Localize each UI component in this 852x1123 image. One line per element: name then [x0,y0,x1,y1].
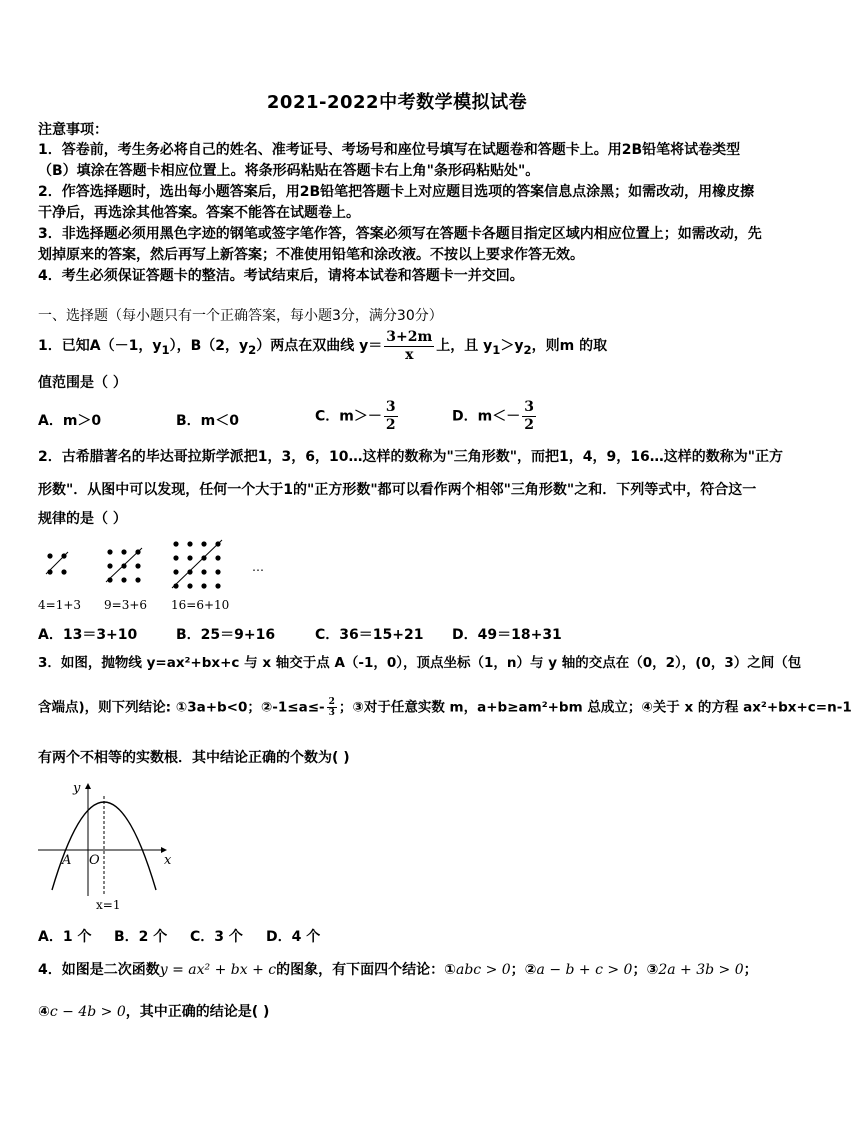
q1-line2: 值范围是（ ） [38,375,127,391]
q3-line2-text: 含端点)，则下列结论: ①3a+b<0；②-1≤a≤- [38,699,325,716]
q2-option-d[interactable]: D．49＝18+31 [452,627,562,643]
q2-option-c[interactable]: C．36＝15+21 [315,627,424,643]
q1-text: ）两点在双曲线 y＝ [256,338,383,354]
q3-fraction [327,697,337,718]
frac-num: 3 [385,399,396,415]
q4-text: ；③ [632,962,659,978]
notice-line: 3．非选择题必须用黑色字迹的钢笔或签字笔作答，答案必须写在答题卡各题目指定区域内相应位置上；如需改动，先 [38,226,762,242]
q1-option-c[interactable] [315,399,400,434]
q4-conclusion-2: a − b + c > 0 [536,962,633,978]
q4-text: 4．如图是二次函数 [38,962,160,978]
q1-option-d-frac [522,399,536,434]
q2-line: 规律的是（ ） [38,511,127,527]
q1-frac-den: x [405,346,414,363]
figure-caption: 9=3+6 [104,598,148,612]
origin-label: O [89,853,100,868]
q4-text: 的图象，有下面四个结论：① [276,962,456,978]
figure-caption: 4=1+3 [38,598,82,612]
q4-conclusion-4: c − 4b > 0 [49,1004,126,1020]
q3-option-a[interactable]: A．1 个 [38,929,92,945]
symmetry-label: x=1 [96,898,121,912]
q1-option-a[interactable]: A．m＞0 [38,413,102,429]
q1-sub: 2 [248,342,257,357]
q3-line1: 3．如图，抛物线 y=ax²+bx+c 与 x 轴交于点 A（-1，0），顶点坐标（1，n）与 y 轴的交点在（0，2），(0，3）之间（包 [38,655,802,671]
point-a-label: A [62,853,72,868]
q3-line2 [38,697,852,718]
q4-text: ④ [38,1004,50,1020]
q2-option-a[interactable]: A．13＝3+10 [38,627,138,643]
notice-line: 干净后，再选涂其他答案。答案不能答在试题卷上。 [38,205,360,221]
notice-line: （B）填涂在答题卡相应位置上。将条形码粘贴在答题卡右上角"条形码粘贴处"。 [38,163,540,179]
q4-conclusion-1: abc > 0 [455,962,511,978]
page-title: 2021-2022中考数学模拟试卷 [266,92,528,113]
q1-text: ＞y [500,338,524,354]
q4-conclusion-3: 2a + 3b > 0 [658,962,744,978]
figure-caption: 16=6+10 [171,598,230,612]
q1-option-c-frac [384,399,398,434]
figure-ellipsis: … [252,560,264,574]
q4-formula: y = ax² + bx + c [159,962,277,978]
q4-line2 [38,1002,269,1022]
frac-num: 2 [328,697,335,707]
dots-3x3 [106,548,142,583]
q1-sub: 2 [523,342,532,357]
x-axis-label: x [164,853,172,868]
q3-line2-text: ；③对于任意实数 m，a+b≥am²+bm 总成立；④关于 x 的方程 ax²+bx+c=n-1 [338,699,852,716]
q4-text: ；② [510,962,537,978]
frac-den: 3 [328,708,335,718]
q1-option-c-label: C．m＞－ [315,408,382,425]
q1-fraction [384,329,434,364]
q1-text: ，则m 的取 [531,338,608,354]
notice-line: 2．作答选择题时，选出每小题答案后，用2B铅笔把答题卡上对应题目选项的答案信息点涂黑；如需改动，用橡皮擦 [38,184,755,200]
dots-4x4 [172,540,222,589]
frac-den: 2 [385,417,396,433]
y-axis-label: y [73,781,81,796]
notice-line: 划掉原来的答案，然后再写上新答案；不准使用铅笔和涂改液。不按以上要求作答无效。 [38,247,584,263]
frac-num: 3 [524,399,534,415]
notice-line: 1．答卷前，考生务必将自己的姓名、准考证号、考场号和座位号填写在试题卷和答题卡上。用2B铅笔将试卷类型 [38,142,741,158]
q4-text: ，其中正确的结论是( ) [125,1004,270,1020]
notice-heading: 注意事项： [38,122,108,138]
dots-2x2 [46,552,68,575]
notice-line: 4．考生必须保证答题卡的整洁。考试结束后，请将本试卷和答题卡一并交回。 [38,268,524,284]
q2-line: 2．古希腊著名的毕达哥拉斯学派把1，3，6，10…这样的数称为"三角形数"，而把1，4，9，16…这样的数称为"正方 [38,449,784,465]
q1-text: 1．已知A（－1，y [38,338,162,354]
q1-text: 上，且 y [436,338,493,354]
parabola-graph [38,778,178,914]
q2-line: 形数"．从图中可以发现，任何一个大于1的"正方形数"都可以看作两个相邻"三角形数"之和．下列等式中，符合这一 [38,482,757,498]
q1-sub: 1 [492,342,501,357]
q4-text: ； [743,962,758,978]
q1-text: ），B（2，y [169,338,249,354]
q4-line1 [38,960,758,980]
section-heading: 一、选择题（每小题只有一个正确答案，每小题3分，满分30分） [38,308,443,324]
q3-option-d[interactable]: D．4 个 [266,929,321,945]
q3-line3: 有两个不相等的实数根．其中结论正确的个数为( ) [38,750,350,766]
frac-den: 2 [524,417,534,433]
q2-option-b[interactable]: B．25＝9+16 [176,627,276,643]
q1-option-d[interactable] [452,399,538,434]
question-1 [38,328,607,368]
q3-option-b[interactable]: B．2 个 [114,929,168,945]
q1-option-b[interactable]: B．m＜0 [176,413,239,429]
q1-frac-num: 3+2m [386,328,433,345]
q3-option-c[interactable]: C．3 个 [190,929,243,945]
q1-option-d-label: D．m＜－ [452,408,521,425]
square-number-figures [38,540,278,600]
q1-sub: 1 [161,342,170,357]
